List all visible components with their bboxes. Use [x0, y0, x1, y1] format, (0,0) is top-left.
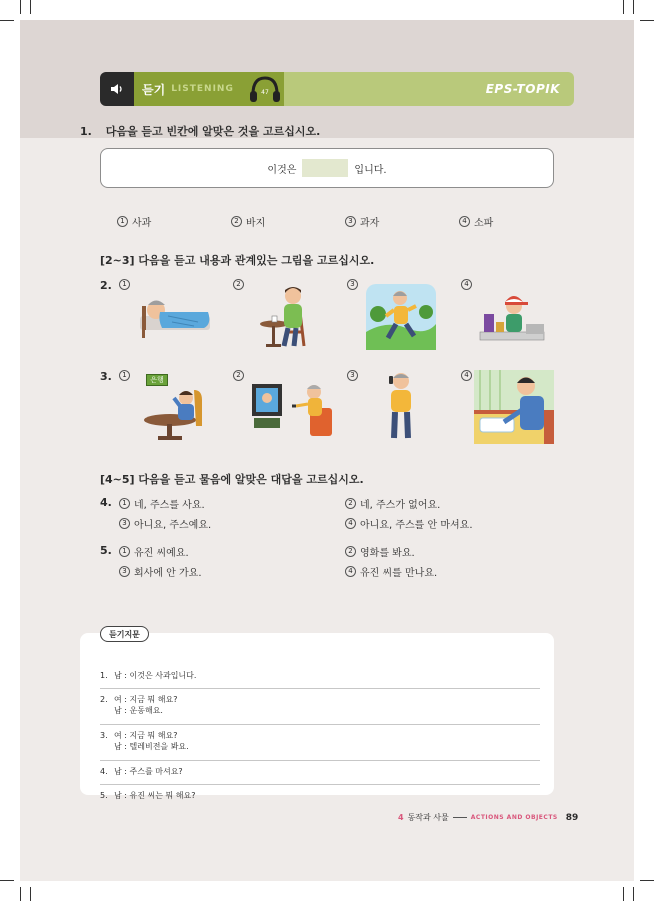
crop-mark: [640, 880, 654, 881]
sentence-before: 이것은: [267, 164, 297, 176]
q4-option-4[interactable]: [345, 516, 473, 531]
script-item-1: [100, 670, 540, 681]
script-line: 남 : 이것은 사과입니다.: [114, 671, 197, 680]
q5-option-3[interactable]: [119, 564, 202, 579]
option-mark: 3: [347, 279, 358, 290]
script-line: 남 : 주스를 마셔요?: [114, 767, 183, 776]
q23-instruction: [2~3] 다음을 듣고 내용과 관계있는 그림을 고르십시오.: [100, 254, 375, 267]
script-line: 여 : 지금 뭐 해요?: [114, 731, 178, 740]
option-mark: 3: [347, 370, 358, 381]
option-text: 바지: [246, 218, 266, 229]
option-text: 회사에 안 가요.: [134, 568, 202, 579]
crop-mark: [633, 0, 634, 14]
crop-mark: [30, 887, 31, 901]
man-on-phone-illustration: [384, 372, 418, 442]
script-item-2: [100, 694, 540, 716]
option-mark: 1: [119, 279, 130, 290]
section-title-en: LISTENING: [171, 84, 234, 94]
sentence-after: 입니다.: [354, 164, 387, 176]
script-number: 5.: [100, 791, 108, 800]
chapter-number: 4: [398, 813, 404, 822]
q1-option-2[interactable]: [231, 214, 265, 229]
page-footer: [398, 812, 578, 823]
sleeping-man-illustration: [138, 288, 212, 342]
script-item-4: [100, 766, 540, 777]
q1-option-4[interactable]: [459, 214, 493, 229]
option-mark: 2: [231, 216, 242, 227]
option-mark: 2: [233, 279, 244, 290]
brand-bar: [284, 72, 574, 106]
option-mark: 4: [459, 216, 470, 227]
listening-script-title: 듣기지문: [100, 626, 149, 642]
listening-label: [134, 72, 284, 106]
script-item-5: [100, 790, 540, 801]
q2-option-1[interactable]: [119, 279, 130, 290]
option-mark: 2: [345, 498, 356, 509]
q3-option-1[interactable]: [119, 370, 130, 381]
option-mark: 4: [461, 370, 472, 381]
script-line: 남 : 텔레비전을 봐요.: [114, 742, 189, 751]
q2-option-4[interactable]: [461, 279, 472, 290]
q3-option-2[interactable]: [233, 370, 244, 381]
option-mark: 1: [119, 546, 130, 557]
option-text: 유진 씨예요.: [134, 548, 189, 559]
q3-option-4[interactable]: [461, 370, 472, 381]
option-text: 소파: [474, 218, 494, 229]
q2-option-2[interactable]: [233, 279, 244, 290]
option-text: 과자: [360, 218, 380, 229]
question-number: 1.: [80, 125, 92, 138]
jogging-man-illustration: [366, 284, 436, 350]
script-divider: [100, 688, 540, 689]
crop-mark: [20, 0, 21, 14]
man-watching-tv-illustration: [250, 374, 336, 440]
q4-option-3[interactable]: [119, 516, 211, 531]
option-mark: 2: [345, 546, 356, 557]
q5-option-4[interactable]: [345, 564, 437, 579]
crop-mark: [0, 880, 14, 881]
option-text: 아니요, 주스를 안 마셔요.: [360, 520, 473, 531]
sentence-box: [100, 148, 554, 188]
crop-mark: [623, 0, 624, 14]
script-number: 4.: [100, 767, 108, 776]
option-mark: 3: [345, 216, 356, 227]
option-text: 네, 주스가 없어요.: [360, 500, 441, 511]
script-number: 3.: [100, 731, 108, 740]
option-text: 사과: [132, 218, 152, 229]
option-mark: 4: [345, 518, 356, 529]
script-divider: [100, 724, 540, 725]
option-mark: 2: [233, 370, 244, 381]
option-text: 영화를 봐요.: [360, 548, 415, 559]
cap-man-counter-illustration: [478, 288, 546, 344]
option-mark: 4: [345, 566, 356, 577]
option-mark: 3: [119, 566, 130, 577]
script-divider: [100, 784, 540, 785]
q5-option-1[interactable]: [119, 544, 189, 559]
option-mark: 1: [119, 498, 130, 509]
chapter-title-en: ACTIONS AND OBJECTS: [470, 814, 558, 821]
answer-blank[interactable]: [302, 159, 348, 177]
question-number: 3.: [100, 370, 112, 383]
question-number: 5.: [100, 544, 112, 557]
speaker-icon: [109, 81, 125, 97]
q4-option-1[interactable]: [119, 496, 205, 511]
script-line: 남 : 유진 씨는 뭐 해요?: [114, 791, 196, 800]
option-text: 네, 주스를 사요.: [134, 500, 205, 511]
script-item-3: [100, 730, 540, 752]
q1-option-3[interactable]: [345, 214, 379, 229]
q4-option-2[interactable]: [345, 496, 440, 511]
brand-logo: EPS-TOPIK: [485, 82, 560, 96]
q45-instruction: [4~5] 다음을 듣고 물음에 알맞은 대답을 고르십시오.: [100, 473, 364, 486]
man-at-table-illustration: [142, 384, 206, 442]
section-banner: [100, 72, 574, 106]
script-number: 2.: [100, 695, 108, 704]
q3-option-3[interactable]: [347, 370, 358, 381]
coffee-man-illustration: [258, 282, 310, 350]
crop-mark: [30, 0, 31, 14]
speaker-icon-box: [100, 72, 134, 106]
crop-mark: [633, 887, 634, 901]
question-number: 2.: [100, 279, 112, 292]
crop-mark: [0, 20, 14, 21]
question-1-prompt: [80, 123, 320, 139]
script-divider: [100, 760, 540, 761]
question-number: 4.: [100, 496, 112, 509]
option-mark: 3: [119, 518, 130, 529]
section-title-ko: 듣기: [142, 82, 166, 97]
question-instruction: 다음을 듣고 빈칸에 알맞은 것을 고르십시오.: [105, 125, 321, 138]
q2-option-3[interactable]: [347, 279, 358, 290]
script-line: 남 : 운동해요.: [114, 706, 163, 715]
crop-mark: [640, 20, 654, 21]
option-text: 유진 씨를 만나요.: [360, 568, 438, 579]
option-mark: 1: [119, 370, 130, 381]
man-washing-dishes-illustration: [474, 370, 554, 444]
script-number: 1.: [100, 671, 108, 680]
page-number: 89: [565, 812, 579, 823]
q5-option-2[interactable]: [345, 544, 415, 559]
q1-option-1[interactable]: [117, 214, 151, 229]
option-text: 아니요, 주스예요.: [134, 520, 212, 531]
sign-board: 은행: [146, 374, 168, 386]
option-mark: 4: [461, 279, 472, 290]
crop-mark: [623, 887, 624, 901]
crop-mark: [20, 887, 21, 901]
footer-dash: [453, 817, 467, 818]
chapter-title-ko: 동작과 사물: [407, 813, 449, 822]
track-number: 47: [261, 89, 269, 96]
option-mark: 1: [117, 216, 128, 227]
script-line: 여 : 지금 뭐 해요?: [114, 695, 178, 704]
